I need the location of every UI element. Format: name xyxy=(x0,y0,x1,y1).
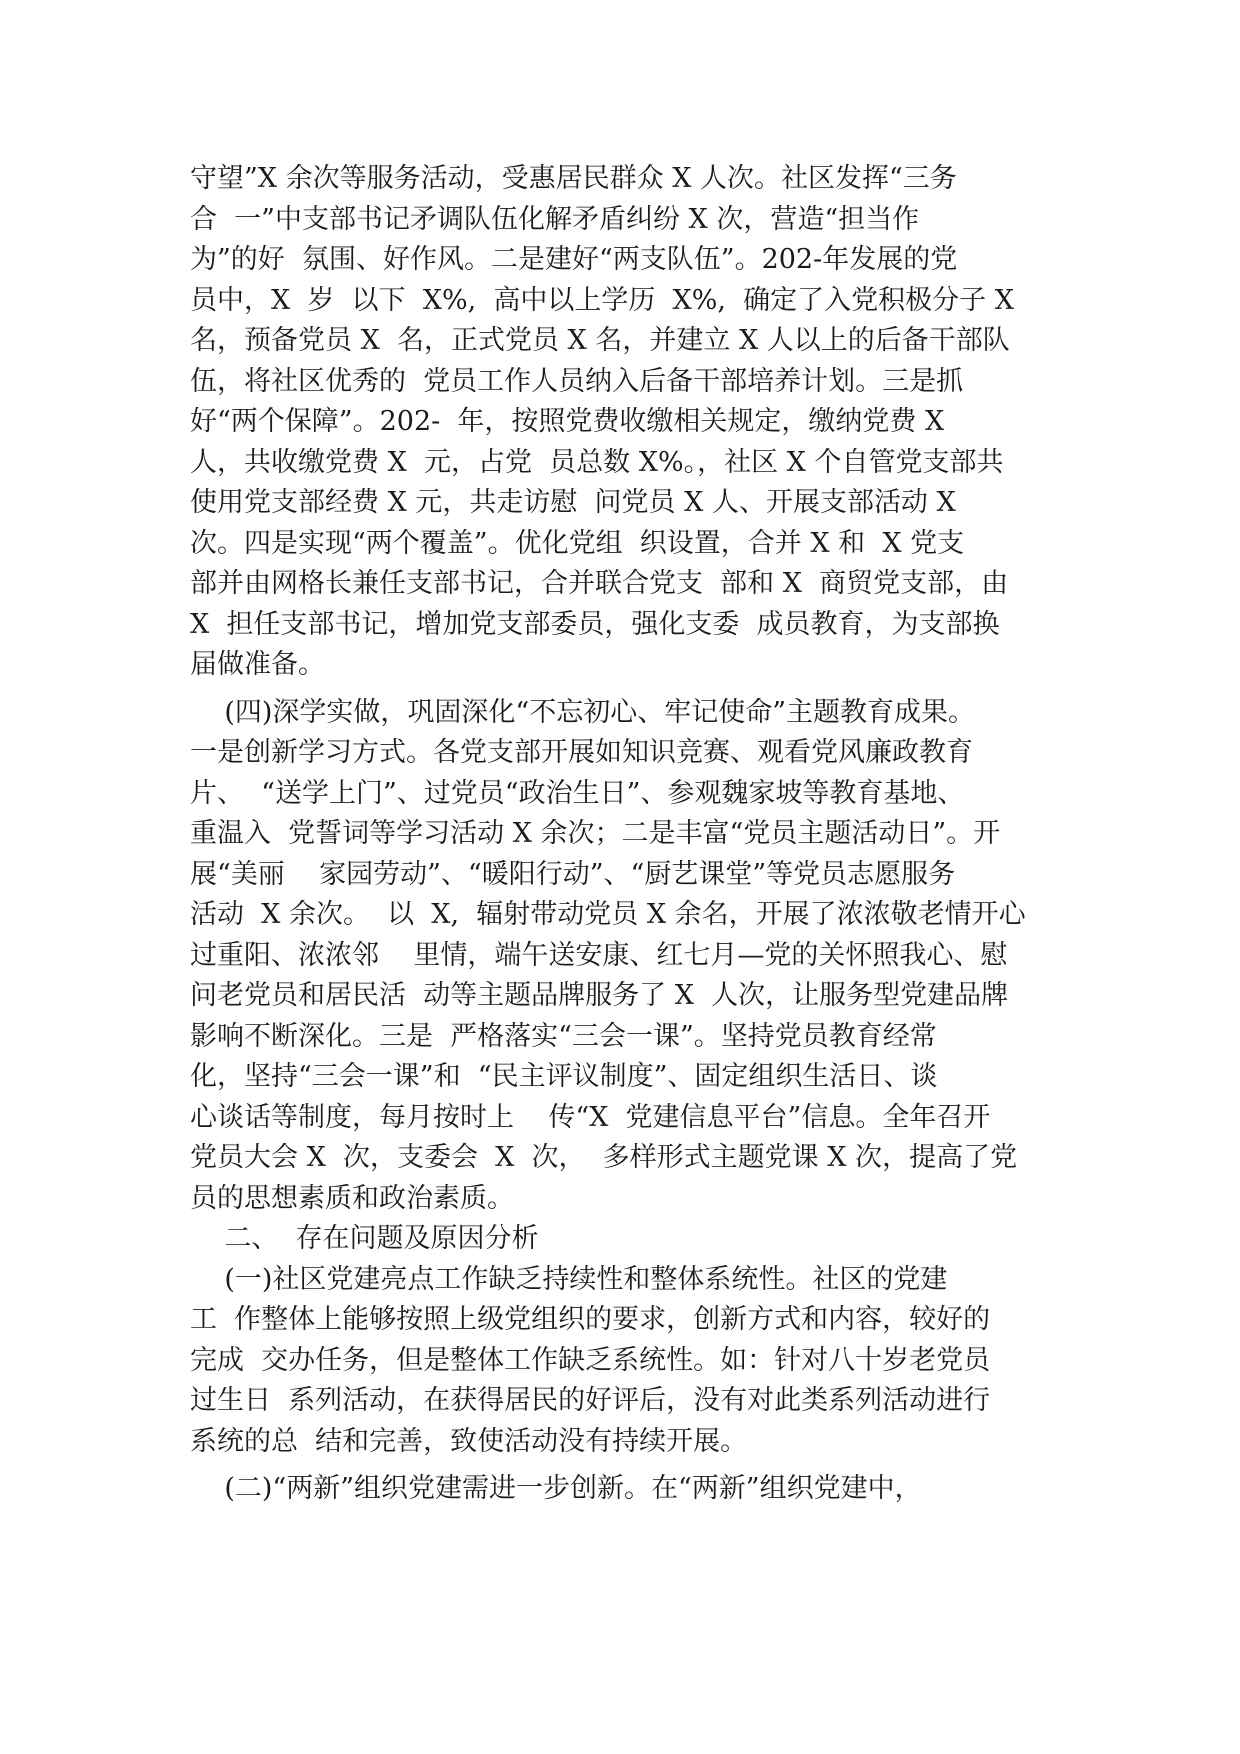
text-line: 过生日 系列活动，在获得居民的好评后，没有对此类系列活动进行 xyxy=(190,1385,991,1416)
text-line: 好“两个保障”。202- 年，按照党费收缴相关规定，缴纳党费 X xyxy=(190,406,945,437)
text-line: 系统的总 结和完善，致使活动没有持续开展。 xyxy=(190,1425,748,1457)
text-line: 伍，将社区优秀的 党员工作人员纳入后备干部培养计划。三是抓 xyxy=(190,365,964,397)
text-line: 届做准备。 xyxy=(190,649,325,680)
text-line: 守望”X 余次等服务活动，受惠居民群众 X 人次。社区发挥“三务 xyxy=(190,163,957,194)
text-line: 员中，X 岁 以下 X%, 高中以上学历 X%, 确定了入党积极分子 X xyxy=(190,284,1014,316)
text-line: 展“美丽 家园劳动”、“暖阳行动”、“厨艺课堂”等党员志愿服务 xyxy=(190,858,956,890)
text-line: 合 一”中支部书记矛调队伍化解矛盾纠纷 X 次，营造“担当作 xyxy=(190,203,920,235)
section-heading: (一)社区党建亮点工作缺乏持续性和整体系统性。社区的党建 xyxy=(190,1263,948,1295)
section-heading: (二)“两新”组织党建需进一步创新。在“两新”组织党建中， xyxy=(190,1473,922,1504)
section-heading: (四)深学实做，巩固深化“不忘初心、牢记使命”主题教育成果。 xyxy=(190,696,976,728)
text-line: 片、 “送学上门”、过党员“政治生日”、参观魏家坡等教育基地、 xyxy=(190,777,965,809)
body-text xyxy=(190,159,1070,1510)
text-line: 一是创新学习方式。各党支部开展如知识竞赛、观看党风廉政教育 xyxy=(190,737,973,768)
text-line: 党员大会 X 次，支委会 X 次， 多样形式主题党课 X 次，提高了党 xyxy=(190,1142,1018,1173)
text-line: 人，共收缴党费 X 元，占党 员总数 X%。，社区 X 个自管党支部共 xyxy=(190,446,1004,478)
text-line: 员的思想素质和政治素质。 xyxy=(190,1182,514,1214)
text-line: 完成 交办任务，但是整体工作缺乏系统性。如：针对八十岁老党员 xyxy=(190,1344,991,1376)
text-line: 过重阳、浓浓邻 里情，端午送安康、红七月—党的关怀照我心、慰 xyxy=(190,939,1008,971)
text-line: 活动 X 余次。 以 X, 辐射带动党员 X 余名，开展了浓浓敬老情开心 xyxy=(190,899,1026,930)
section-heading: 二、 存在问题及原因分析 xyxy=(190,1223,539,1254)
text-line: 部并由网格长兼任支部书记，合并联合党支 部和 X 商贸党支部，由 xyxy=(190,568,1009,599)
text-line: 名，预备党员 X 名，正式党员 X 名，并建立 X 人以上的后备干部队 xyxy=(190,325,1010,356)
text-line: 化，坚持“三会一课”和 “民主评议制度”、固定组织生活日、谈 xyxy=(190,1061,938,1092)
text-line: 重温入 党誓词等学习活动 X 余次；二是丰富“党员主题活动日”。开 xyxy=(190,818,1001,849)
text-line: X 担任支部书记，增加党支部委员，强化支委 成员教育，为支部换 xyxy=(190,608,1000,640)
text-line: 问老党员和居民活 动等主题品牌服务了 X 人次，让服务型党建品牌 xyxy=(190,980,1009,1011)
text-line: 使用党支部经费 X 元，共走访慰 问党员 X 人、开展支部活动 X xyxy=(190,487,956,518)
text-line: 影响不断深化。三是 严格落实“三会一课”。坚持党员教育经常 xyxy=(190,1020,937,1052)
text-line: 为”的好 氛围、好作风。二是建好“两支队伍”。202-年发展的党 xyxy=(190,244,958,275)
text-line: 工 作整体上能够按照上级党组织的要求，创新方式和内容，较好的 xyxy=(190,1304,991,1335)
text-line: 心谈话等制度，每月按时上 传“X 党建信息平台”信息。全年召开 xyxy=(190,1101,991,1133)
text-line: 次。四是实现“两个覆盖”。优化党组 织设置，合并 X 和 X 党支 xyxy=(190,527,965,559)
